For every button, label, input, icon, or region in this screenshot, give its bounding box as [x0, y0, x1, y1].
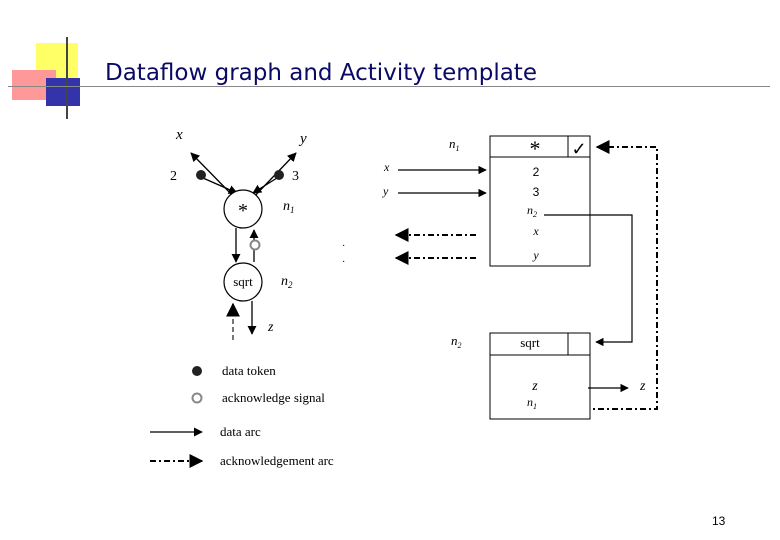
- data-token-2: [196, 170, 206, 180]
- template2-dest-z: z: [532, 379, 538, 394]
- input-x-label: x: [176, 127, 183, 143]
- template1-operand2: 3: [532, 185, 540, 199]
- activity-template-n2: [451, 333, 646, 419]
- input-y-label: y: [300, 131, 307, 147]
- sqrt-name-label: $n_2$: [281, 274, 293, 290]
- legend: [150, 363, 334, 468]
- legend-data-arc-label: data arc: [220, 424, 261, 439]
- template2-opcode: sqrt: [520, 335, 540, 350]
- template2-box: [490, 333, 590, 419]
- legend-data-token-label: data token: [222, 363, 276, 378]
- template1-name: $n_1$: [449, 136, 460, 153]
- template2-name: $n_2$: [451, 333, 462, 350]
- legend-ack-signal-label: acknowledge signal: [222, 390, 325, 405]
- template1-check-icon: ✓: [571, 139, 587, 159]
- deco-dot-1: ·: [342, 241, 346, 252]
- legend-ack-signal-icon: [193, 394, 202, 403]
- template1-in-x-label: x: [384, 160, 390, 174]
- legend-ack-arc-label: acknowledgement arc: [220, 453, 334, 468]
- template1-operand1: 2: [532, 165, 540, 179]
- template2-ack-n1: $n_1$: [527, 395, 537, 411]
- output-z-label: z: [268, 320, 274, 335]
- const-2-label: 2: [170, 169, 177, 184]
- arc-2-to-mult: [203, 178, 237, 193]
- ack-token: [251, 241, 260, 250]
- template1-ack-y: y: [533, 248, 539, 262]
- template1-opcode: *: [529, 136, 541, 161]
- arc-3-to-mult: [253, 178, 277, 193]
- template1-dest: $n_2$: [527, 203, 537, 219]
- template2-out-z-label: z: [640, 379, 646, 394]
- data-token-3: [274, 170, 284, 180]
- activity-template-n1: [342, 136, 590, 268]
- slide-title: Dataflow graph and Activity template: [105, 60, 537, 86]
- sqrt-op-label: sqrt: [233, 274, 253, 289]
- dataflow-graph: [170, 127, 307, 340]
- mult-op-label: *: [238, 200, 248, 222]
- page-number: 13: [712, 514, 726, 528]
- template1-ack-x: x: [533, 224, 539, 238]
- mult-name-label: $n_1$: [283, 199, 295, 215]
- legend-data-token-icon: [192, 366, 202, 376]
- template1-in-y-label: y: [383, 184, 389, 198]
- deco-dot-2: ·: [342, 257, 346, 268]
- const-3-label: 3: [292, 169, 299, 184]
